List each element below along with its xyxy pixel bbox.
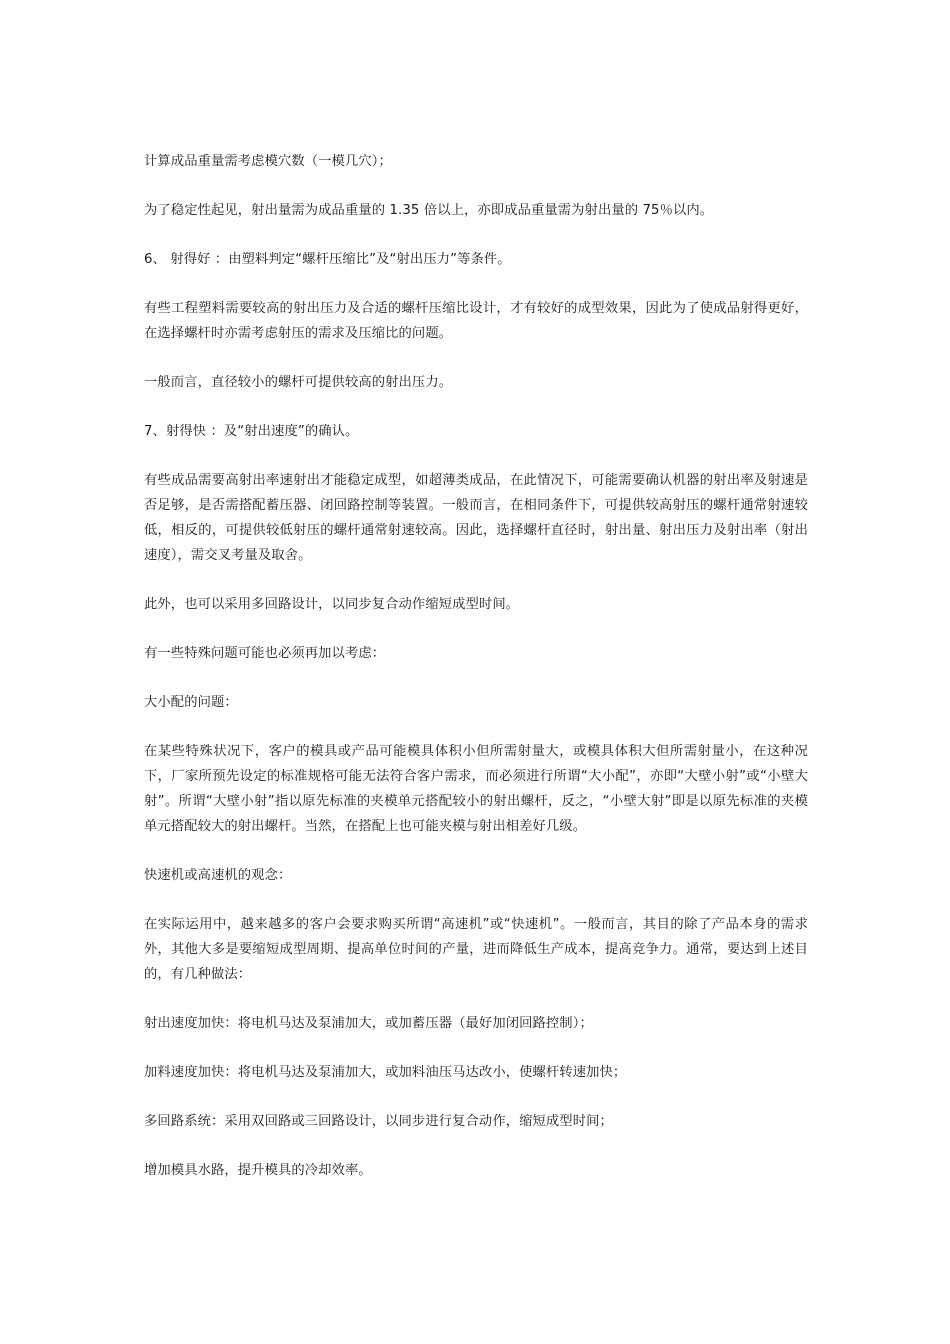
paragraph-multi-circuit-system: 多回路系统：采用双回路或三回路设计，以同步进行复合动作，缩短成型时间； <box>144 1114 613 1129</box>
paragraph-small-screw: 一般而言，直径较小的螺杆可提供较高的射出压力。 <box>144 375 453 390</box>
paragraph-high-speed: 在实际运用中，越来越多的客户会要求购买所谓“高速机”或“快速机”。一般而言，其目的除了产品本身的需求外，其他大多是要缩短成型周期、提高单位时间的产量，进而降低生产成本，提高竞争力。通常，要达到上述目的，有几种做法： <box>144 917 808 982</box>
paragraph-heading-high-speed: 快速机或高速机的观念： <box>144 868 292 883</box>
paragraph-heading-7: 7、射得快 ：及“射出速度”的确认。 <box>144 424 359 439</box>
paragraph-engineering-plastics: 有些工程塑料需要较高的射出压力及合适的螺杆压缩比设计，才有较好的成型效果，因此为了使成品射得更好，在选择螺杆时亦需考虑射压的需求及压缩比的问题。 <box>144 301 808 341</box>
paragraph-injection-speed: 射出速度加快：将电机马达及泵浦加大，或加蓄压器（最好加闭回路控制）； <box>144 1016 593 1031</box>
paragraph-size-matching: 在某些特殊状况下，客户的模具或产品可能模具体积小但所需射量大，或模具体积大但所需射量小，在这种况下，厂家所预先设定的标准规格可能无法符合客户需求，而必须进行所谓“大小配”，亦即“大壁小射”或“小壁大射”。所谓“大壁小射”指以原先标准的夹模单元搭配较小的射出螺杆，反之，“小壁大射”即是以原先标准的夹模单元搭配较大的射出螺杆。当然，在搭配上也可能夹模与射出相差好几级。 <box>144 744 808 834</box>
paragraph-heading-6: 6、 射得好 ：由塑料判定“螺杆压缩比”及“射出压力”等条件。 <box>144 252 511 267</box>
paragraph-multi-circuit: 此外，也可以采用多回路设计，以同步复合动作缩短成型时间。 <box>144 597 520 612</box>
paragraph-injection-rate: 有些成品需要高射出率速射出才能稳定成型，如超薄类成品，在此情况下，可能需要确认机器的射出率及射速是否足够，是否需搭配蓄压器、闭回路控制等装置。一般而言，在相同条件下，可提供较高射压的螺杆通常射速较低，相反的，可提供较低射压的螺杆通常射速较高。因此，选择螺杆直径时，射出量、射出压力及射出率（射出速度），需交叉考量及取舍。 <box>144 473 808 563</box>
paragraph-mold-cooling: 增加模具水路，提升模具的冷却效率。 <box>144 1163 372 1178</box>
paragraph-mold-cavity: 计算成品重量需考虑模穴数（一模几穴）； <box>144 154 392 169</box>
paragraph-special-issues: 有一些特殊问题可能也必须再加以考虑： <box>144 646 386 661</box>
paragraph-heading-size-matching: 大小配的问题： <box>144 695 238 710</box>
paragraph-feeding-speed: 加料速度加快：将电机马达及泵浦加大，或加料油压马达改小，使螺杆转速加快； <box>144 1065 627 1080</box>
paragraph-shot-ratio: 为了稳定性起见，射出量需为成品重量的 1.35 倍以上，亦即成品重量需为射出量的 75％以内。 <box>144 203 714 218</box>
document-body <box>144 149 808 1207</box>
